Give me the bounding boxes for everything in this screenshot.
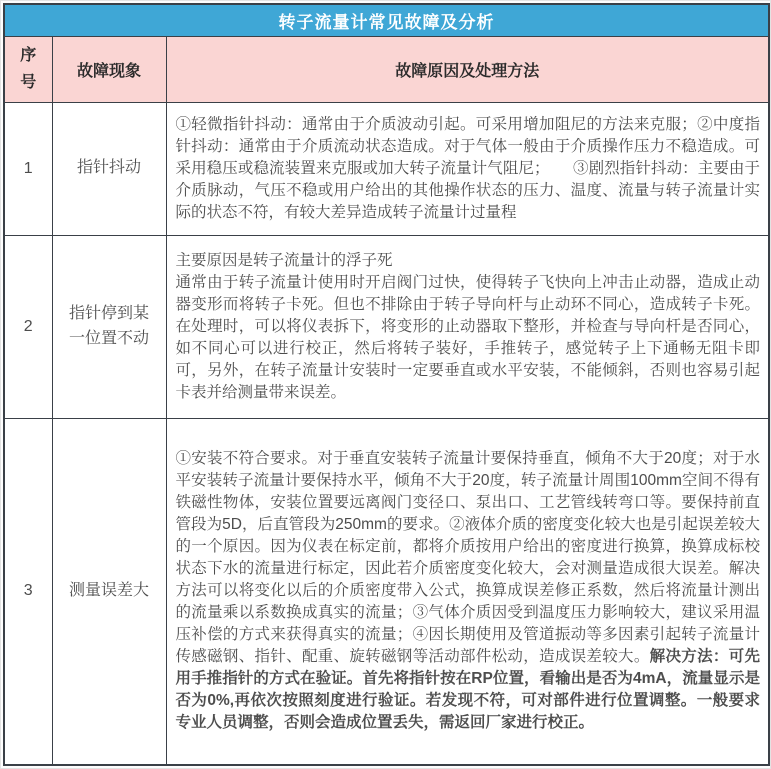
table-row [4, 418, 769, 765]
row1-phenomenon [52, 102, 166, 235]
row2-phenomenon-label: 指针停到某一位置不动 [68, 304, 149, 347]
row2-phenomenon [52, 235, 166, 418]
row2-cause-line2: 通常由于转子流量计使用时开启阀门过快，使得转子飞快向上冲击止动器，造成止动器变形而将转子卡死。但也不排除由于转子导向杆与止动环不同心，造成转子卡死。在处理时，可以将仪表拆下，将变形的止动器取下整形，并检查与导向杆是否同心，如不同心可以进行校正，然后将转子装好，手推转子，感觉转子上下通畅无阻卡即可，另外，在转子流量计安装时一定要垂直或水平安装，不能倾斜，否则也容易引起卡表并给测量带来误差。 [175, 273, 761, 401]
fault-analysis-table [3, 3, 770, 766]
row3-phenomenon [52, 418, 166, 765]
row3-cause-solution-bold: 解决方法：可先用手推指针的方式在验证。首先将指针按在RP位置，看输出是否为4mA，流量显示是否为0%,再依次按照刻度进行验证。若发现不符，可对部件进行位置调整。一般要求专业人员调整，否则会造成位置丢失，需返回厂家进行校正。 [175, 648, 761, 732]
row3-cause [166, 418, 769, 765]
row2-cause-line1: 主要原因是转子流量计的浮子死 [175, 251, 393, 269]
table-row [4, 102, 769, 235]
row3-phenomenon-label: 测量误差大 [68, 581, 149, 599]
row1-cause-text: ①轻微指针抖动：通常由于介质波动引起。可采用增加阻尼的方法来克服；②中度指针抖动：通常由于介质流动状态造成。对于气体一般由于介质操作压力不稳造成。可采用稳压或稳流装置来克服或加大转子流量计气阻尼； ③剧烈指针抖动：主要由于介质脉动，气压不稳或用户给出的其他操作状态的压力、温度、流量与转子流量计实际的状态不符，有较大差异造成转子流量计过量程 [175, 115, 761, 221]
row1-phenomenon-label: 指针抖动 [76, 159, 141, 177]
column-header-phenomenon: 故障现象 [52, 36, 166, 102]
row2-no: 2 [4, 235, 52, 418]
table-title: 转子流量计常见故障及分析 [4, 4, 769, 36]
row3-cause-text: ①安装不符合要求。对于垂直安装转子流量计要保持垂直，倾角不大于20度；对于水平安装转子流量计要保持水平，倾角不大于20度，转子流量计周围100mm空间不得有铁磁性物体，安装位置要远离阀门变径口、泵出口、工艺管线转弯口等。要保持前直管段为5D，后直管段为250mm的要求。②液体介质的密度变化较大也是引起误差较大的一个原因。因为仪表在标定前，都将介质按用户给出的密度进行换算，换算成标校状态下水的流量进行标定，因此若介质密度变化较大，会对测量造成很大误差。解决方法可以将变化以后的介质密度带入公式，换算成误差修正系数，然后将流量计测出的流量乘以系数换成真实的流量；③气体介质因受到温度压力影响较大，建议采用温压补偿的方式来获得真实的流量；④因长期使用及管道振动等多因素引起转子流量计传感磁钢、指针、配重、旋转磁钢等活动部件松动，造成误差较大。 [175, 450, 761, 666]
title-row [4, 4, 769, 36]
row3-no: 3 [4, 418, 52, 765]
column-header-no-label: 序号 [20, 46, 37, 91]
header-row [4, 36, 769, 102]
table-row [4, 235, 769, 418]
row1-cause [166, 102, 769, 235]
column-header-no [4, 36, 52, 102]
column-header-cause: 故障原因及处理方法 [166, 36, 769, 102]
row2-cause [166, 235, 769, 418]
row1-no: 1 [4, 102, 52, 235]
